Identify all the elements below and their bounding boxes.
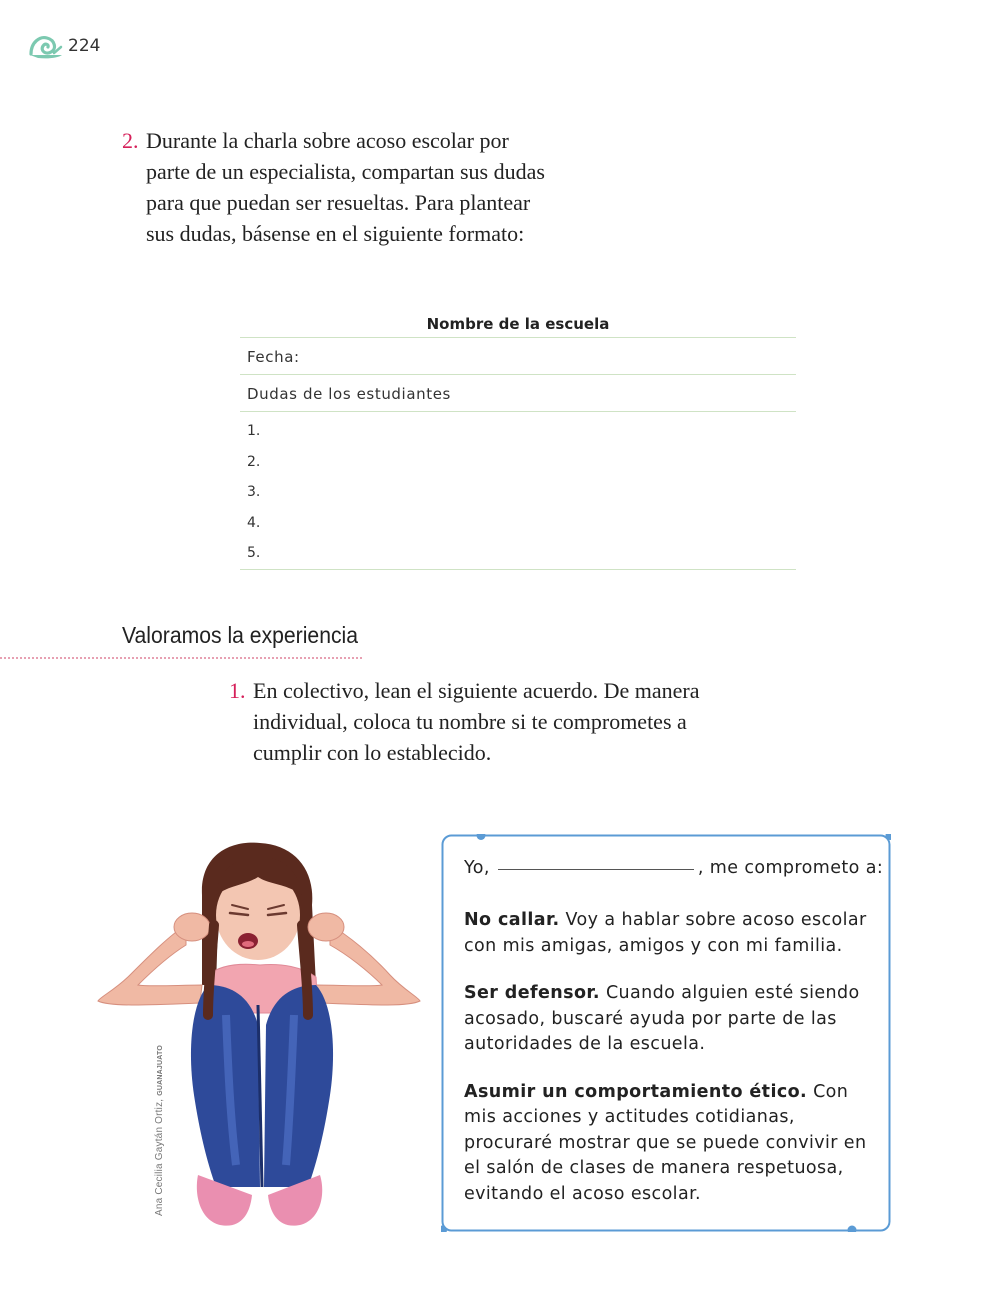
intro-prefix: Yo, — [464, 858, 490, 878]
credit-author: Ana Cecilia Gaytán Ortiz, — [154, 1098, 165, 1216]
activity-2-number: 2. — [122, 128, 139, 153]
activity-1-instructions — [229, 675, 700, 768]
form-divider — [240, 569, 796, 570]
activity-2-text: sus dudas, básense en el siguiente formato: — [146, 221, 525, 246]
intro-suffix: , me comprometo a: — [697, 858, 884, 878]
commitment-box — [441, 834, 891, 1232]
section-underline — [0, 657, 362, 659]
commitment-item — [464, 908, 884, 959]
commitment-text: Voy a hablar sobre acoso escolar con mis amigas, amigos y con mi familia. — [464, 910, 867, 956]
doubts-form — [240, 310, 796, 570]
name-blank-field[interactable] — [498, 869, 694, 870]
doubt-list — [240, 412, 796, 569]
activity-1-number: 1. — [229, 678, 246, 703]
commitment-intro — [464, 856, 884, 886]
page-header — [28, 30, 100, 62]
illustration-credit — [154, 1045, 165, 1216]
activity-2-text: parte de un especialista, compartan sus dudas — [146, 159, 545, 184]
activity-2-text: para que puedan ser resueltas. Para plantear — [146, 190, 531, 215]
date-field[interactable]: Fecha: — [247, 348, 300, 366]
doubt-item[interactable]: 4. — [247, 514, 261, 531]
doubt-item[interactable]: 1. — [247, 423, 261, 439]
activity-1-line — [229, 675, 700, 706]
commitment-text: Cuando alguien esté siendo acosado, buscaré ayuda por parte de las autoridades de la escuela. — [464, 983, 860, 1054]
snail-icon — [28, 32, 64, 60]
commitment-title: Asumir un comportamiento ético. — [464, 1081, 808, 1102]
credit-place: GUANAJUATO — [157, 1045, 164, 1096]
commitment-text: Con mis acciones y actitudes cotidianas, procuraré mostrar que se puede convivir en el salón de clases de manera respetuosa, evitando el acoso escolar. — [464, 1081, 867, 1204]
page-number: 224 — [68, 36, 101, 56]
activity-2-text: Durante la charla sobre acoso escolar por — [146, 128, 509, 153]
doubt-item[interactable]: 2. — [247, 453, 261, 470]
girl-covering-ears-illustration — [90, 835, 430, 1235]
form-title: Nombre de la escuela — [426, 315, 610, 333]
commitment-item — [464, 981, 884, 1058]
activity-2-instructions — [122, 125, 545, 249]
commitment-item — [464, 1080, 884, 1208]
commitment-title: Ser defensor. — [464, 983, 600, 1003]
section-heading: Valoramos la experiencia — [122, 622, 359, 648]
doubt-item[interactable]: 3. — [247, 484, 261, 500]
activity-1-text: cumplir con lo establecido. — [253, 740, 492, 765]
commitment-title: No callar. — [464, 910, 560, 930]
doubts-label: Dudas de los estudiantes — [247, 385, 451, 403]
doubt-item[interactable]: 5. — [247, 545, 261, 561]
activity-2-line — [122, 125, 545, 156]
activity-1-text: individual, coloca tu nombre si te comprometes a — [253, 709, 687, 734]
activity-1-text: En colectivo, lean el siguiente acuerdo. De manera — [253, 678, 700, 703]
commitment-content — [464, 856, 884, 1207]
